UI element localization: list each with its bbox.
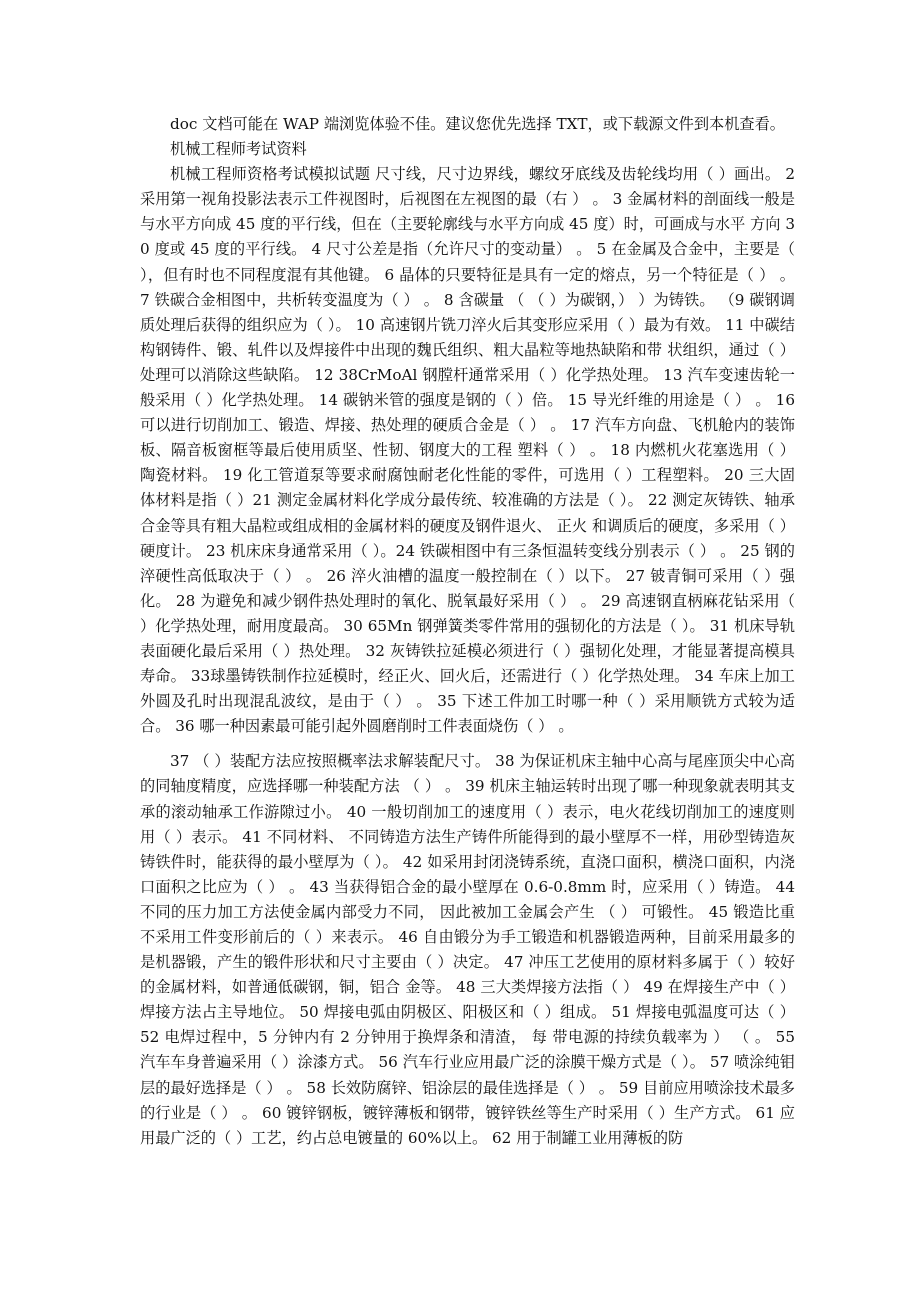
download-notice: doc 文档可能在 WAP 端浏览体验不佳。建议您优先选择 TXT，或下载源文件到本机查看。 [170,115,785,133]
document-title: 机械工程师考试资料 [170,140,307,159]
paragraph-2: 37 （ ）装配方法应按照概率法求解装配尺寸。 38 为保证机床主轴中心高与尾座顶尖中心高的同轴度精度，应选择哪一种装配方法 （ ） 。 39 机床主轴运转时出现了哪一种现象就表明其支承的滚动轴承工作游隙过小。 40 一般切削加工的速度用（ ）表示，电火花线切削加工的速度则用（ ）表示。 41 不同材料、 不同铸造方法生产铸件所能得到的最小壁厚不一样，用砂型铸造灰铸铁件时，能获得的最小壁厚为（ ）。 42 如采用封闭浇铸系统，直浇口面积，横浇口面积，内浇口面积之比应为（ ） 。 43 当获得铝合金的最小壁厚在 0.6-0.8mm 时，应采用（ ）铸造。 44 不同的压力加工方法使金属内部受力不同， 因此被加工金属会产生 （ ） 可锻性。 45 锻造比重不采用工件变形前后的（ ）来表示。 46 自由锻分为手工锻造和机器锻造两种，目前采用最多的是机器锻，产生的锻件形状和尺寸主要由（ ）决定。 47 冲压工艺使用的原材料多属于（ ）较好的金属材料，如普通低碳钢，铜，铝合 金等。 48 三大类焊接方法指（ ） 49 在焊接生产中（ ）焊接方法占主导地位。 50 焊接电弧由阴极区、阳极区和（ ）组成。 51 焊接电弧温度可达（ ） 52 电焊过程中，5 分钟内有 2 分钟用于换焊条和清渣， 每 带电源的持续负载率为 ） （ 。 55 汽车车身普遍采用（ ）涂漆方式。 56 汽车行业应用最广泛的涂膜干燥方式是（ ）。 57 喷涂纯钼层的最好选择是（ ） 。 58 长效防腐锌、铝涂层的最佳选择是（ ） 。 59 目前应用喷涂技术最多的行业是（ ） 。 60 镀锌钢板，镀锌薄板和钢带，镀锌铁丝等生产时采用（ ）生产方式。 61 应用最广泛的（ ）工艺，约占总电镀量的 60%以上。 62 用于制罐工业用薄板的防 [140,752,795,1147]
document-body [140,112,795,1151]
paragraph-1: 机械工程师资格考试模拟试题 尺寸线，尺寸边界线，螺纹牙底线及齿轮线均用（ ）画出。 2 采用第一视角投影法表示工件视图时，后视图在左视图的最（右 ） 。 3 金属材料的剖面线一般是与水平方向成 45 度的平行线，但在（主要轮廓线与水平方向成 45 度）时，可画成与水平 方向 30 度或 45 度的平行线。 4 尺寸公差是指（允许尺寸的变动量） 。 5 在金属及合金中，主要是（ ），但有时也不同程度混有其他键。 6 晶体的只要特征是具有一定的熔点，另一个特征是（ ） 。 7 铁碳合金相图中，共析转变温度为（ ） 。 8 含碳量 （ （ ）为碳钢，） ）为铸铁。 （9 碳钢调质处理后获得的组织应为（ ）。 10 高速钢片铣刀淬火后其变形应采用（ ）最为有效。 11 中碳结构钢铸件、锻、轧件以及焊接件中出现的魏氏组织、粗大晶粒等地热缺陷和带 状组织，通过（ ）处理可以消除这些缺陷。 12 38CrMoAl 钢膛杆通常采用（ ）化学热处理。 13 汽车变速齿轮一般采用（ ）化学热处理。 14 碳钠米管的强度是钢的（ ）倍。 15 导光纤维的用途是（ ） 。 16 可以进行切削加工、锻造、焊接、热处理的硬质合金是（ ） 。 17 汽车方向盘、飞机舱内的装饰板、隔音板窗框等最后使用质坚、性韧、钢度大的工程 塑料（ ） 。 18 内燃机火花塞选用（ ）陶瓷材料。 19 化工管道泵等要求耐腐蚀耐老化性能的零件，可选用（ ）工程塑料。 20 三大固体材料是指（ ）21 测定金属材料化学成分最传统、较准确的方法是（ ）。 22 测定灰铸铁、轴承合金等具有粗大晶粒或组成相的金属材料的硬度及钢件退火、 正火 和调质后的硬度，多采用（ ）硬度计。 23 机床床身通常采用（ ）。24 铁碳相图中有三条恒温转变线分别表示（ ） 。 25 钢的淬硬性高低取决于（ ） 。 26 淬火油槽的温度一般控制在（ ）以下。 27 铍青铜可采用（ ）强化。 28 为避免和减少钢件热处理时的氧化、脱氧最好采用（ ） 。 29 高速钢直柄麻花钻采用（ ）化学热处理，耐用度最高。 30 65Mn 钢弹簧类零件常用的强韧化的方法是（ ）。 31 机床导轨表面硬化最后采用（ ）热处理。 32 灰铸铁拉延模必须进行（ ）强韧化处理，才能显著提高模具寿命。 33球墨铸铁制作拉延模时，经正火、回火后，还需进行（ ）化学热处理。 34 车床上加工外圆及孔时出现混乱波纹，是由于（ ） 。 35 下述工件加工时哪一种（ ）采用顺铣方式较为适合。 36 哪一种因素最可能引起外圆磨削时工件表面烧伤（ ） 。 [140,165,795,736]
